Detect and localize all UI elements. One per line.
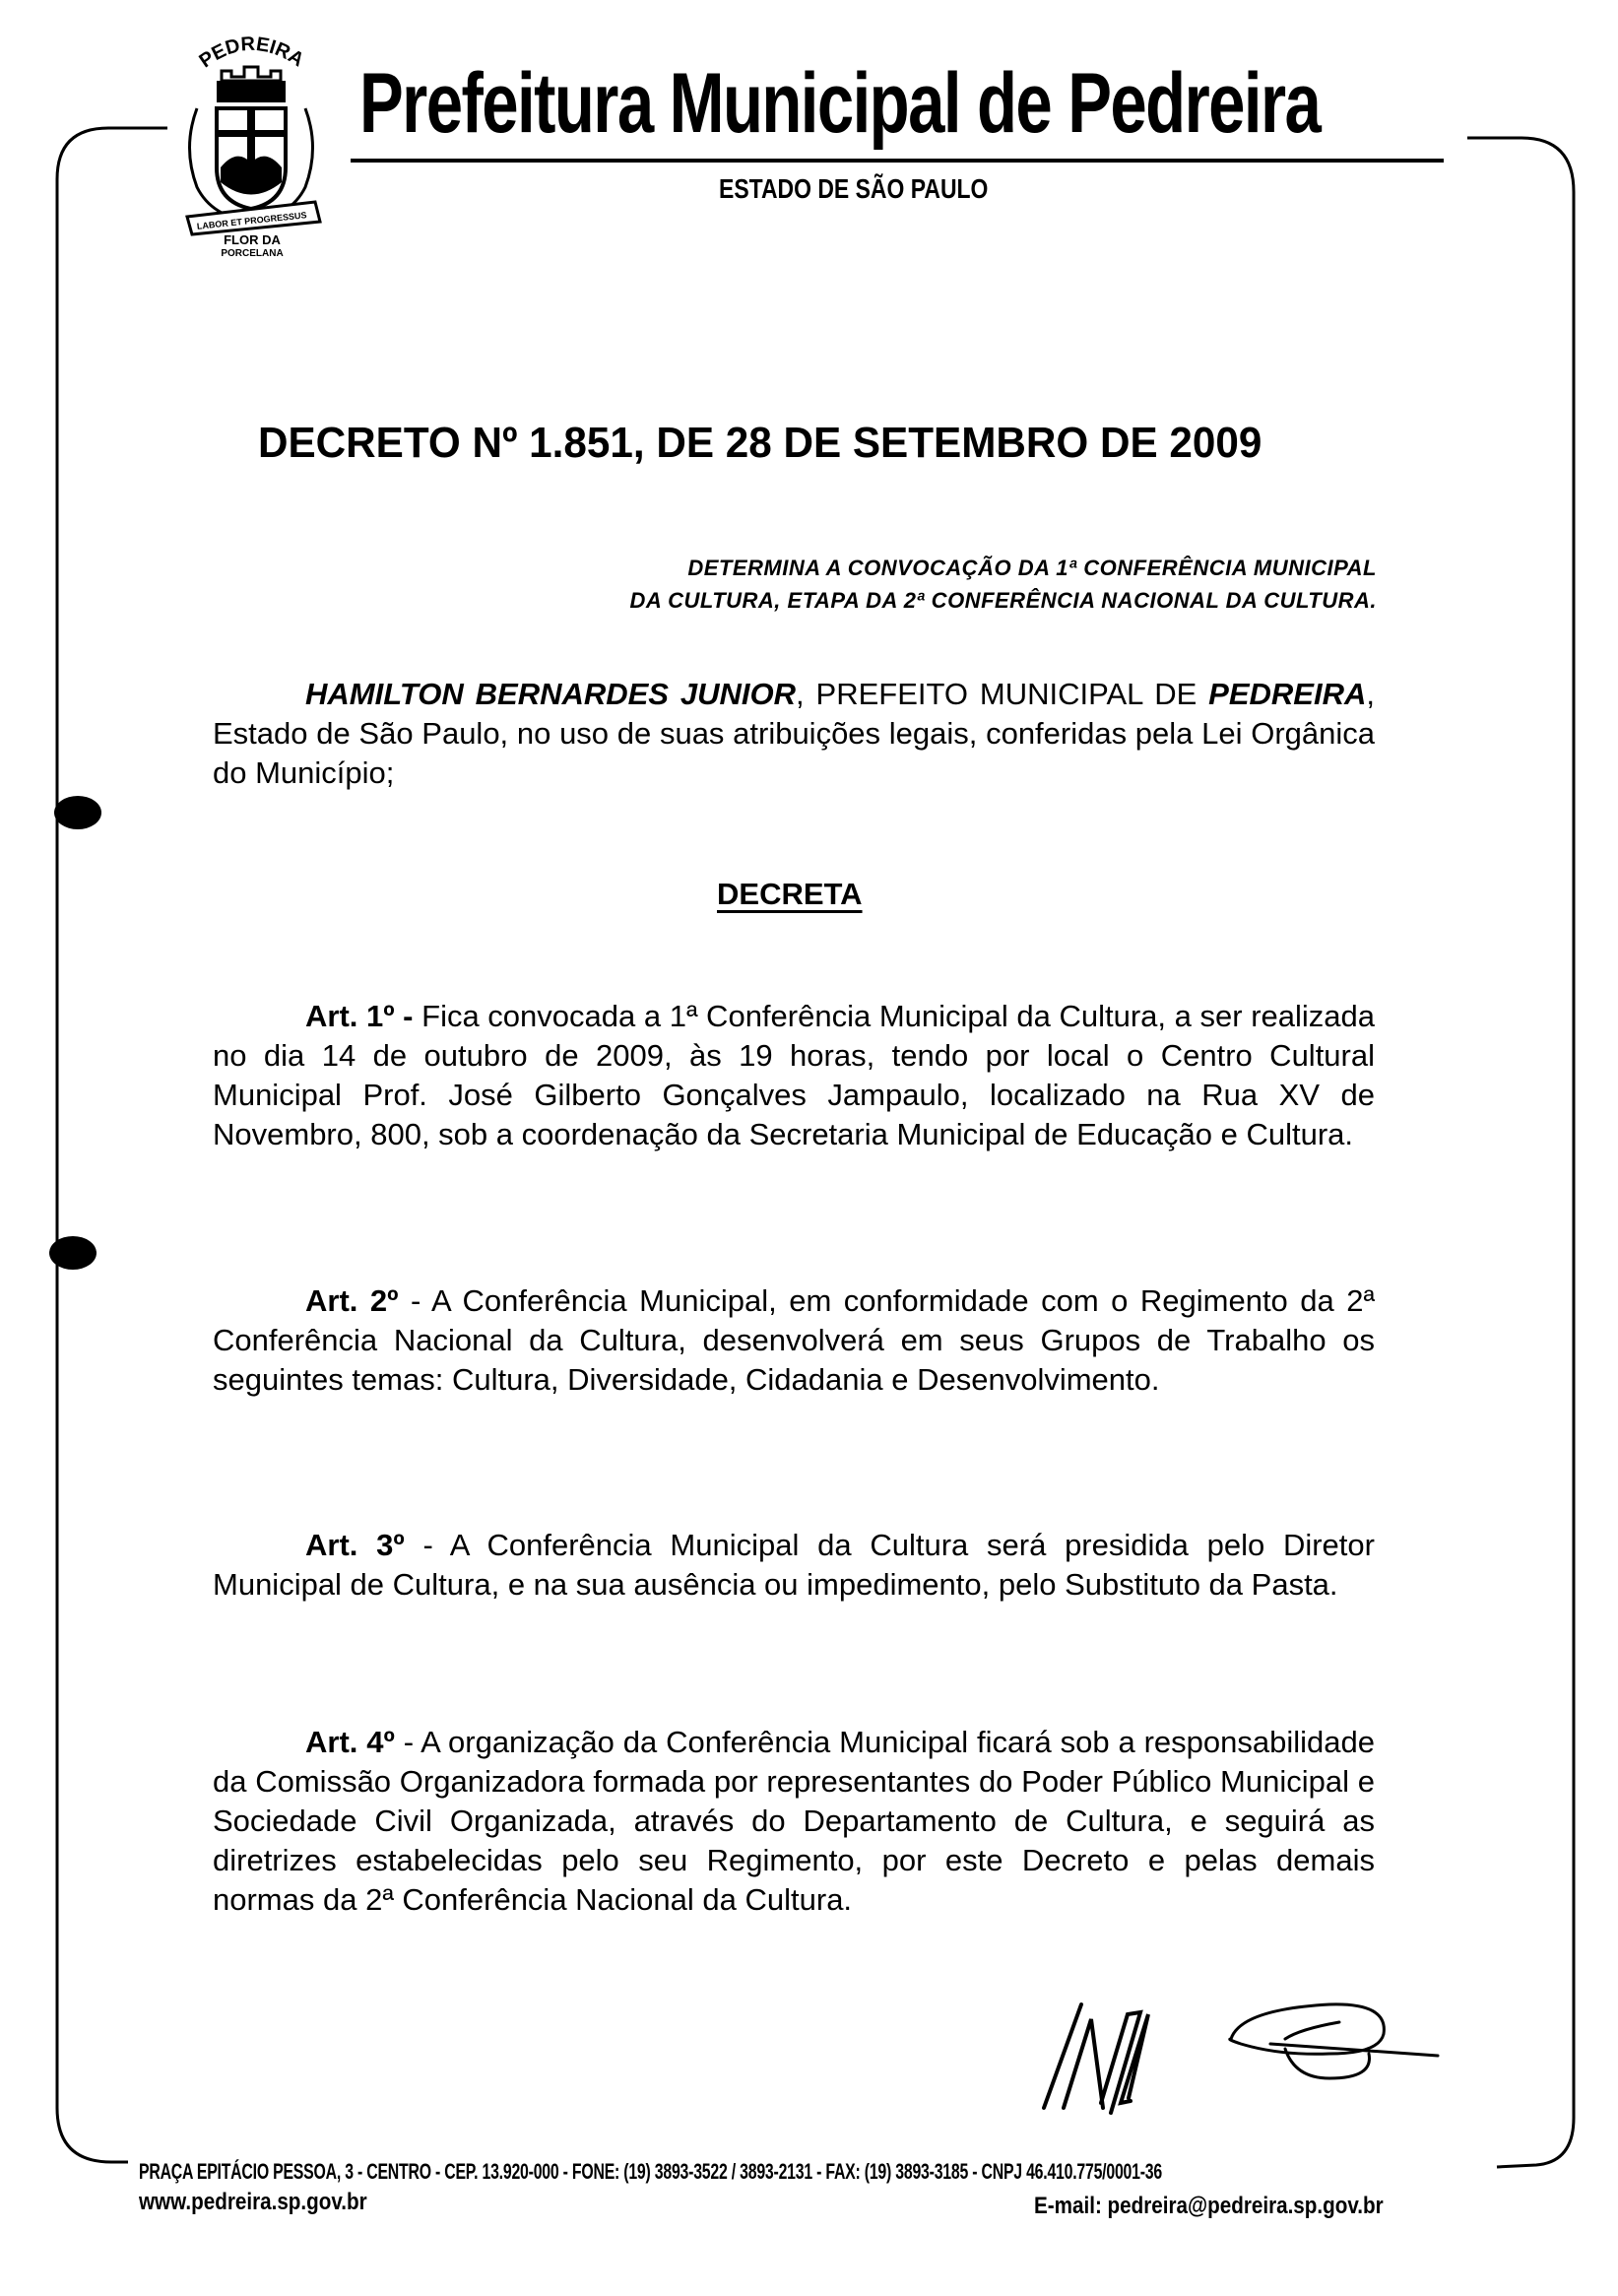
article-3-text: - A Conferência Municipal da Cultura será presidida pelo Diretor Municipal de Cultura, e na sua ausência ou impedimento, pelo Substituto da Pasta. (213, 1528, 1375, 1602)
preamble-text-2: , Estado de São Paulo, no uso de suas atribuições legais, conferidas pela Lei Orgânica do Município; (213, 677, 1375, 790)
preamble-text-1: , PREFEITO MUNICIPAL DE (796, 677, 1209, 711)
article-4-label: Art. 4º (305, 1725, 395, 1759)
mayor-name: HAMILTON BERNARDES JUNIOR (305, 677, 797, 711)
article-4 (213, 1723, 1375, 1920)
signatures (1004, 1985, 1467, 2132)
crest-icon (158, 20, 345, 256)
article-3 (213, 1526, 1375, 1605)
article-4-text: - A organização da Conferência Municipal ficará sob a responsabilidade da Comissão Organizadora formada por representantes do Poder Público Municipal e Sociedade Civil Organizada, através do Departamento de Cultura, e seguirá as diretrizes estabelecidas pelo seu Regimento, por este Decreto e pelas demais normas da 2ª Conferência Nacional da Cultura. (213, 1725, 1375, 1917)
letterhead-subtitle: ESTADO DE SÃO PAULO (719, 173, 989, 204)
footer-website-link[interactable]: www.pedreira.sp.gov.br (139, 2189, 367, 2215)
decree-summary-line-1: DETERMINA A CONVOCAÇÃO DA 1ª CONFERÊNCIA MUNICIPAL (687, 556, 1377, 580)
signature-icon (1004, 1985, 1467, 2132)
crest-bottom-text-2: PORCELANA (221, 248, 284, 256)
preamble-paragraph (213, 675, 1375, 793)
decree-summary-line-2: DA CULTURA, ETAPA DA 2ª CONFERÊNCIA NACIONAL DA CULTURA. (629, 588, 1377, 613)
punch-hole-icon (54, 796, 101, 829)
crest-motto: LABOR ET PROGRESSUS (196, 210, 307, 231)
crest-top-text: PEDREIRA (195, 33, 308, 73)
article-1-text: Fica convocada a 1ª Conferência Municipal da Cultura, a ser realizada no dia 14 de outubro de 2009, às 19 horas, tendo por local o Centro Cultural Municipal Prof. José Gilberto Gonçalves Jampaulo, localizado na Rua XV de Novembro, 800, sob a coordenação da Secretaria Municipal de Educação e Cultura. (213, 999, 1375, 1151)
punch-hole-icon (49, 1236, 97, 1270)
article-1-label: Art. 1º - (305, 999, 414, 1033)
footer-address: PRAÇA EPITÁCIO PESSOA, 3 - CENTRO - CEP. 13.920-000 - FONE: (19) 3893-3522 / 3893-2131 - FAX: (19) 3893-3185 - CNPJ 46.410.775/0001-36 (139, 2159, 1162, 2184)
decreta-heading: DECRETA (717, 877, 863, 911)
decree-summary (492, 552, 1377, 617)
letterhead-title: Prefeitura Municipal de Pedreira (359, 56, 1321, 151)
city-name: PEDREIRA (1208, 677, 1367, 711)
article-2-text: - A Conferência Municipal, em conformidade com o Regimento da 2ª Conferência Nacional da Cultura, desenvolverá em seus Grupos de Trabalho os seguintes temas: Cultura, Diversidade, Cidadania e Desenvolvimento. (213, 1283, 1375, 1397)
article-1 (213, 997, 1375, 1154)
coat-of-arms-logo (158, 20, 345, 256)
crest-bottom-text-1: FLOR DA (224, 232, 281, 247)
article-2-label: Art. 2º (305, 1283, 399, 1318)
article-2 (213, 1281, 1375, 1400)
decree-title: DECRETO Nº 1.851, DE 28 DE SETEMBRO DE 2009 (258, 419, 1262, 467)
article-3-label: Art. 3º (305, 1528, 405, 1562)
footer-email-link[interactable]: E-mail: pedreira@pedreira.sp.gov.br (1034, 2193, 1384, 2219)
letterhead-rule (351, 159, 1444, 163)
